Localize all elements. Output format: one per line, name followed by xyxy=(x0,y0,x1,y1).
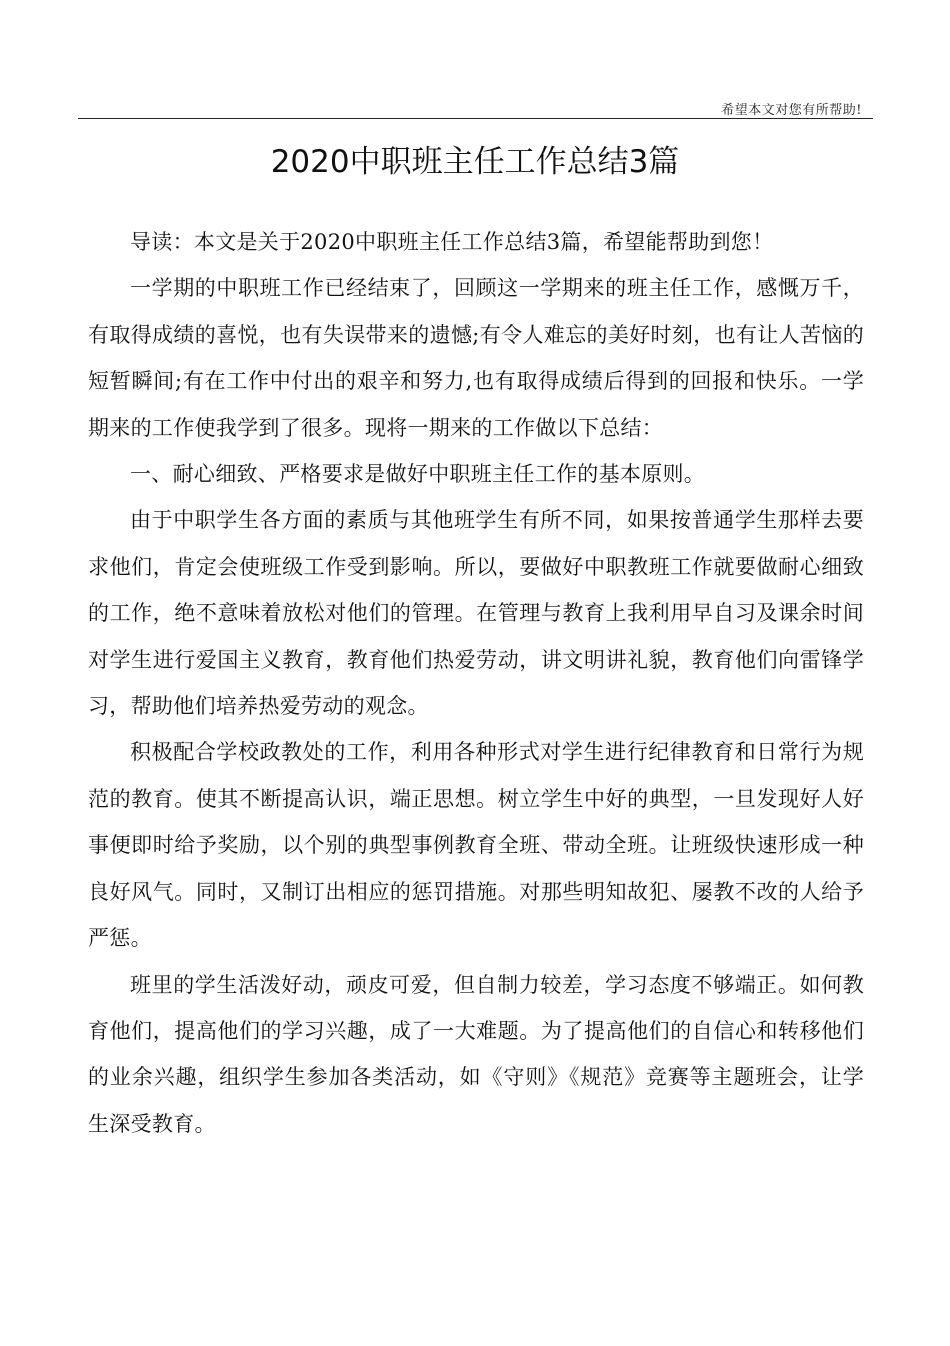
paragraph: 班里的学生活泼好动，顽皮可爱，但自制力较差，学习态度不够端正。如何教育他们，提高他们的学习兴趣，成了一大难题。为了提高他们的自信心和转移他们的业余兴趣，组织学生参加各类活动，如《守则》《规范》竞赛等主题班会，让学生深受教育。 xyxy=(88,972,864,1136)
section-heading: 一、耐心细致、严格要求是做好中职班主任工作的基本原则。 xyxy=(130,462,706,487)
header-note: 希望本文对您有所帮助! xyxy=(721,103,862,118)
paragraph: 一学期的中职班工作已经结束了，回顾这一学期来的班主任工作，感慨万千，有取得成绩的喜悦，也有失误带来的遗憾;有令人难忘的美好时刻，也有让人苦恼的短暂瞬间;有在工作中付出的艰辛和努力,也有取得成绩后得到的回报和快乐。一学期来的工作使我学到了很多。现将一期来的工作做以下总结： xyxy=(88,276,864,440)
paragraph-intro: 导读：本文是关于2020中职班主任工作总结3篇，希望能帮助到您！ xyxy=(130,230,774,254)
paragraph: 积极配合学校政教处的工作，利用各种形式对学生进行纪律教育和日常行为规范的教育。使其不断提高认识，端正思想。树立学生中好的典型，一旦发现好人好事便即时给予奖励，以个别的典型事例教育全班、带动全班。让班级快速形成一种良好风气。同时，又制订出相应的惩罚措施。对那些明知故犯、屡教不改的人给予严惩。 xyxy=(88,740,864,951)
paragraph: 由于中职学生各方面的素质与其他班学生有所不同，如果按普通学生那样去要求他们，肯定会使班级工作受到影响。所以，要做好中职教班工作就要做耐心细致的工作，绝不意味着放松对他们的管理。在管理与教育上我利用早自习及课余时间对学生进行爱国主义教育，教育他们热爱劳动，讲文明讲礼貌，教育他们向雷锋学习，帮助他们培养热爱劳动的观念。 xyxy=(88,508,864,719)
document-title: 2020中职班主任工作总结3篇 xyxy=(270,144,680,180)
header-divider xyxy=(78,118,873,119)
document-body xyxy=(88,219,864,1147)
